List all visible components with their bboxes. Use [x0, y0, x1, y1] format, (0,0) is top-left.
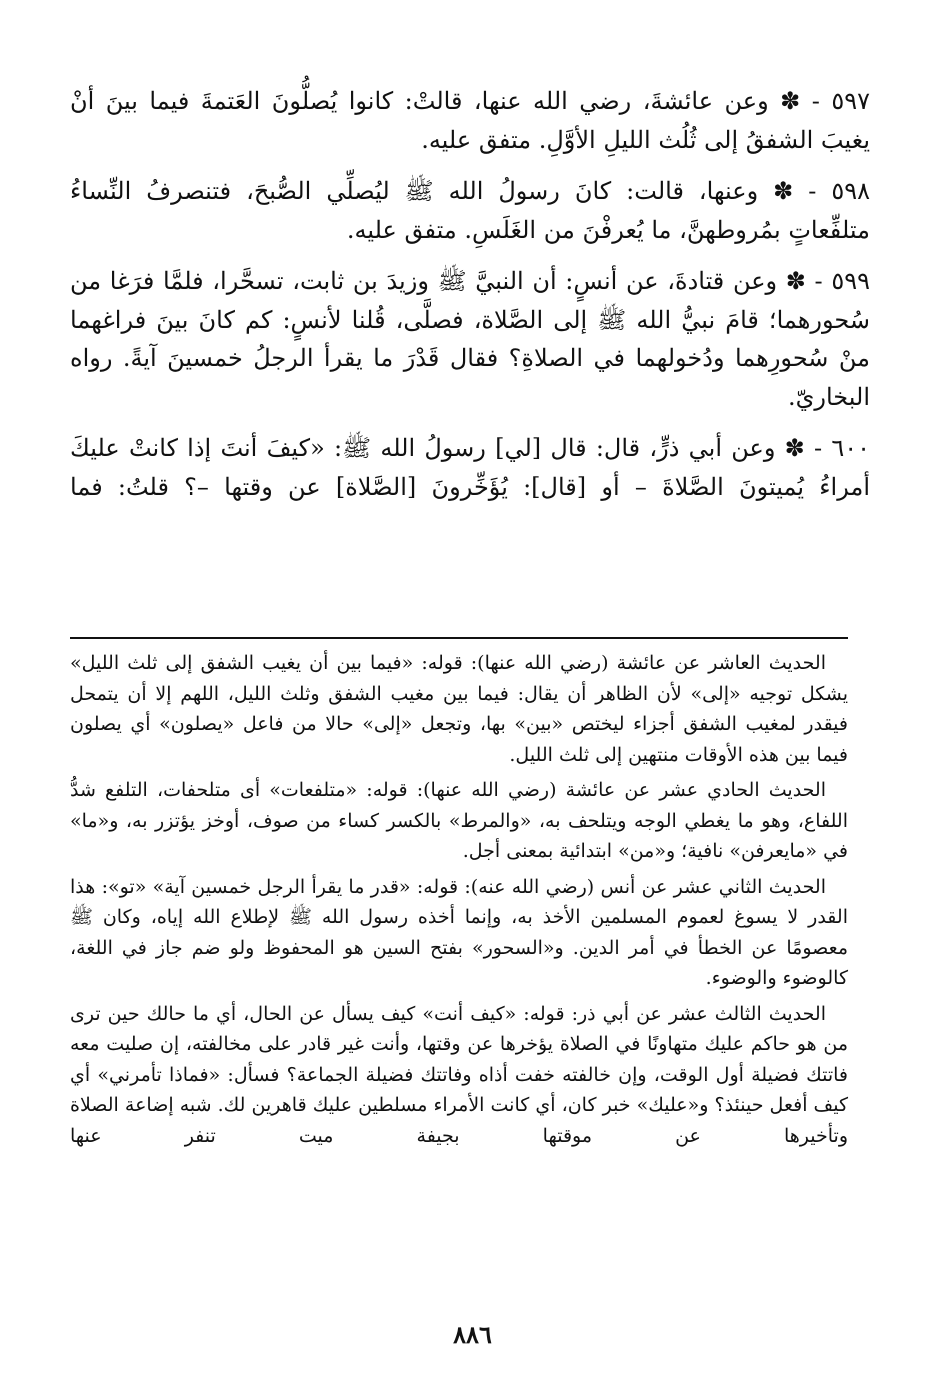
commentary-notes — [70, 648, 848, 1156]
note-twelfth-hadith: الحديث الثاني عشر عن أنس (رضي الله عنه): قوله: «قدر ما يقرأ الرجل خمسين آية» «تو»: هذا القدر لا يسوغ لعموم المسلمين الأخذ به، وإنما أخذه رسول الله ﷺ لإطلاع الله إياه، وكان ﷺ معصومًا عن الخطأ في أمر الدين. و«السحور» بفتح السين هو المحفوظ ولو ضم جاز في اللغة، كالوضوء والوضوء. — [70, 875, 848, 989]
hadith-597: ٥٩٧ - ✽ وعن عائشةَ، رضي الله عنها، قالتْ: كانوا يُصلُّونَ العَتمةَ فيما بينَ أنْ يغيبَ الشفقُ إلى ثُلُث الليلِ الأوَّلِ. متفق عليه. — [70, 87, 870, 154]
hadith-600: ٦٠٠ - ✽ وعن أبي ذرٍّ، قال: قال [لي] رسولُ الله ﷺ: «كيفَ أنتَ إذا كانتْ عليكَ أمراءُ يُميتونَ الصَّلاةَ – أو [قال]: يُؤَخِّرونَ [الصَّلاة] عن وقتها –؟ قلتُ: فما — [70, 434, 870, 501]
note-eleventh-hadith: الحديث الحادي عشر عن عائشة (رضي الله عنها): قوله: «متلفعات» أى متلحفات، التلفع شدُّ اللفاع، وهو ما يغطي الوجه ويتلحف به، «والمرط» بالكسر كساء من صوف، أوخز يؤتزر به، و«ما» في «مايعرفن» نافية؛ و«من» ابتدائية بمعنى أجل. — [70, 779, 848, 862]
note-thirteenth-hadith: الحديث الثالث عشر عن أبي ذر: قوله: «كيف أنت» كيف يسأل عن الحال، أي ما حالك حين ترى من هو حاكم عليك متهاونًا في الصلاة يؤخرها عن وقتها، وأنت غير قادر على مخالفته، إن صليت معه فاتتك فضيلة أول الوقت، وإن خالفته خفت أذاه وفاتتك فضيلة الجماعة؟ فسأل: «فماذا تأمرني» أي كيف أفعل حينئذ؟ و«عليك» خبر كان، أي كانت الأمراء مسلطين عليك قاهرين لك. شبه إضاعة الصلاة وتأخيرها عن موقتها بجيفة ميت تنفر عنها — [70, 1002, 848, 1147]
note-tenth-hadith: الحديث العاشر عن عائشة (رضي الله عنها): قوله: «فيما بين أن يغيب الشفق إلى ثلث الليل» يشكل توجيه «إلى» لأن الظاهر أن يقال: فيما بين مغيب الشفق وثلث الليل، اللهم إلا أن يتمحل فيقدر لمغيب الشفق أجزاء ليختص «بين» بها، وتجعل «إلى» حالا من فاعل «يصلون» أي يصلون فيما بين هذه الأوقات منتهين إلى ثلث الليل. — [70, 652, 848, 766]
page-number: ٨٨٦ — [453, 1320, 492, 1349]
hadith-599: ٥٩٩ - ✽ وعن قتادةَ، عن أنسٍ: أن النبيَّ ﷺ وزيدَ بن ثابت، تسحَّرا، فلمَّا فرَغا من سُحورهما؛ قامَ نبيُّ الله ﷺ إلى الصَّلاة، فصلَّى، قُلنا لأنسٍ: كم كانَ بينَ فراغهما منْ سُحورِهما ودُخولهما في الصلاةِ؟ فقال قَدْرَ ما يقرأ الرجلُ خمسينَ آيةً. رواه البخاريّ. — [70, 267, 870, 411]
main-text — [70, 82, 870, 519]
footnote-separator — [70, 637, 848, 639]
hadith-598: ٥٩٨ - ✽ وعنها، قالت: كانَ رسولُ الله ﷺ ليُصلِّي الصُّبحَ، فتنصرفُ النِّساءُ متلفِّعاتٍ بمُروطهنَّ، ما يُعرفْنَ من الغَلَسِ. متفق عليه. — [70, 177, 870, 244]
